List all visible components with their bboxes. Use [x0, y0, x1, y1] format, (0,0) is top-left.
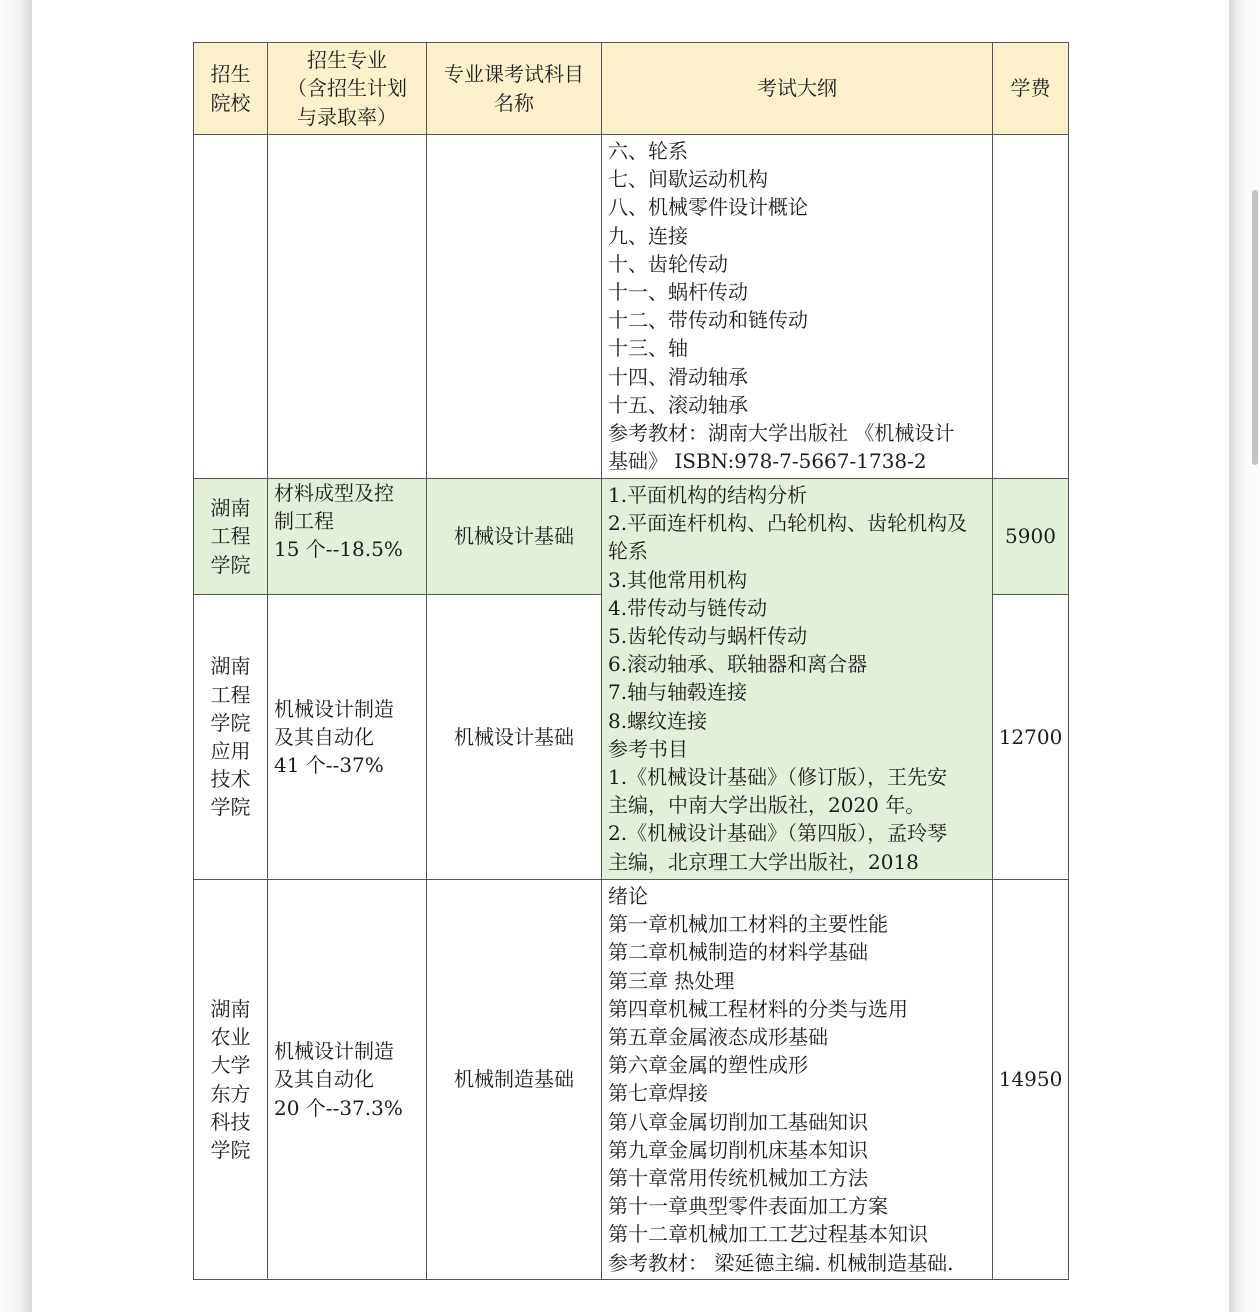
fee-cell: 12700	[993, 595, 1069, 880]
major-cell: 材料成型及控 制工程 15 个--18.5%	[268, 479, 427, 595]
page-gutter-left	[0, 0, 32, 1312]
header-subject: 专业课考试科目 名称	[427, 43, 602, 135]
major-cell	[268, 135, 427, 479]
major-cell: 机械设计制造 及其自动化 20 个--37.3%	[268, 880, 427, 1280]
fee-cell	[993, 135, 1069, 479]
fee-cell: 14950	[993, 880, 1069, 1280]
major-cell: 机械设计制造 及其自动化 41 个--37%	[268, 595, 427, 880]
fee-cell: 5900	[993, 479, 1069, 595]
table-row	[194, 135, 1069, 479]
subject-cell: 机械制造基础	[427, 880, 602, 1280]
header-fee: 学费	[993, 43, 1069, 135]
header-school: 招生 院校	[194, 43, 268, 135]
table-row	[194, 880, 1069, 1280]
school-cell	[194, 135, 268, 479]
subject-cell	[427, 135, 602, 479]
scrollbar-thumb[interactable]	[1252, 190, 1258, 465]
school-cell: 湖南 工程 学院 应用 技术 学院	[194, 595, 268, 880]
school-cell: 湖南 工程 学院	[194, 479, 268, 595]
outline-cell-shared: 1.平面机构的结构分析 2.平面连杆机构、凸轮机构、齿轮机构及 轮系 3.其他常用机构 4.带传动与链传动 5.齿轮传动与蜗杆传动 6.滚动轴承、联轴器和离合器 7.轴与轴毂连接 8.螺纹连接 参考书目 1.《机械设计基础》（修订版），王先安 主编，中南大学出版社，2020 年。 2.《机械设计基础》（第四版），孟玲琴 主编，北京理工大学出版社，2018	[602, 479, 993, 880]
outline-cell: 绪论 第一章机械加工材料的主要性能 第二章机械制造的材料学基础 第三章 热处理 第四章机械工程材料的分类与选用 第五章金属液态成形基础 第六章金属的塑性成形 第七章焊接 第八章金属切削加工基础知识 第九章金属切削机床基本知识 第十章常用传统机械加工方法 第十一章典型零件表面加工方案 第十二章机械加工工艺过程基本知识 参考教材： 梁延德主编. 机械制造基础.	[602, 880, 993, 1280]
outline-cell: 六、轮系 七、间歇运动机构 八、机械零件设计概论 九、连接 十、齿轮传动 十一、蜗杆传动 十二、带传动和链传动 十三、轴 十四、滑动轴承 十五、滚动轴承 参考教材：湖南大学出版社 《机械设计 基础》 ISBN:978-7-5667-1738-2	[602, 135, 993, 479]
header-outline: 考试大纲	[602, 43, 993, 135]
admissions-table	[193, 42, 1069, 1280]
header-major: 招生专业 （含招生计划 与录取率）	[268, 43, 427, 135]
subject-cell: 机械设计基础	[427, 479, 602, 595]
subject-cell: 机械设计基础	[427, 595, 602, 880]
table-row	[194, 479, 1069, 595]
header-row	[194, 43, 1069, 135]
school-cell: 湖南 农业 大学 东方 科技 学院	[194, 880, 268, 1280]
